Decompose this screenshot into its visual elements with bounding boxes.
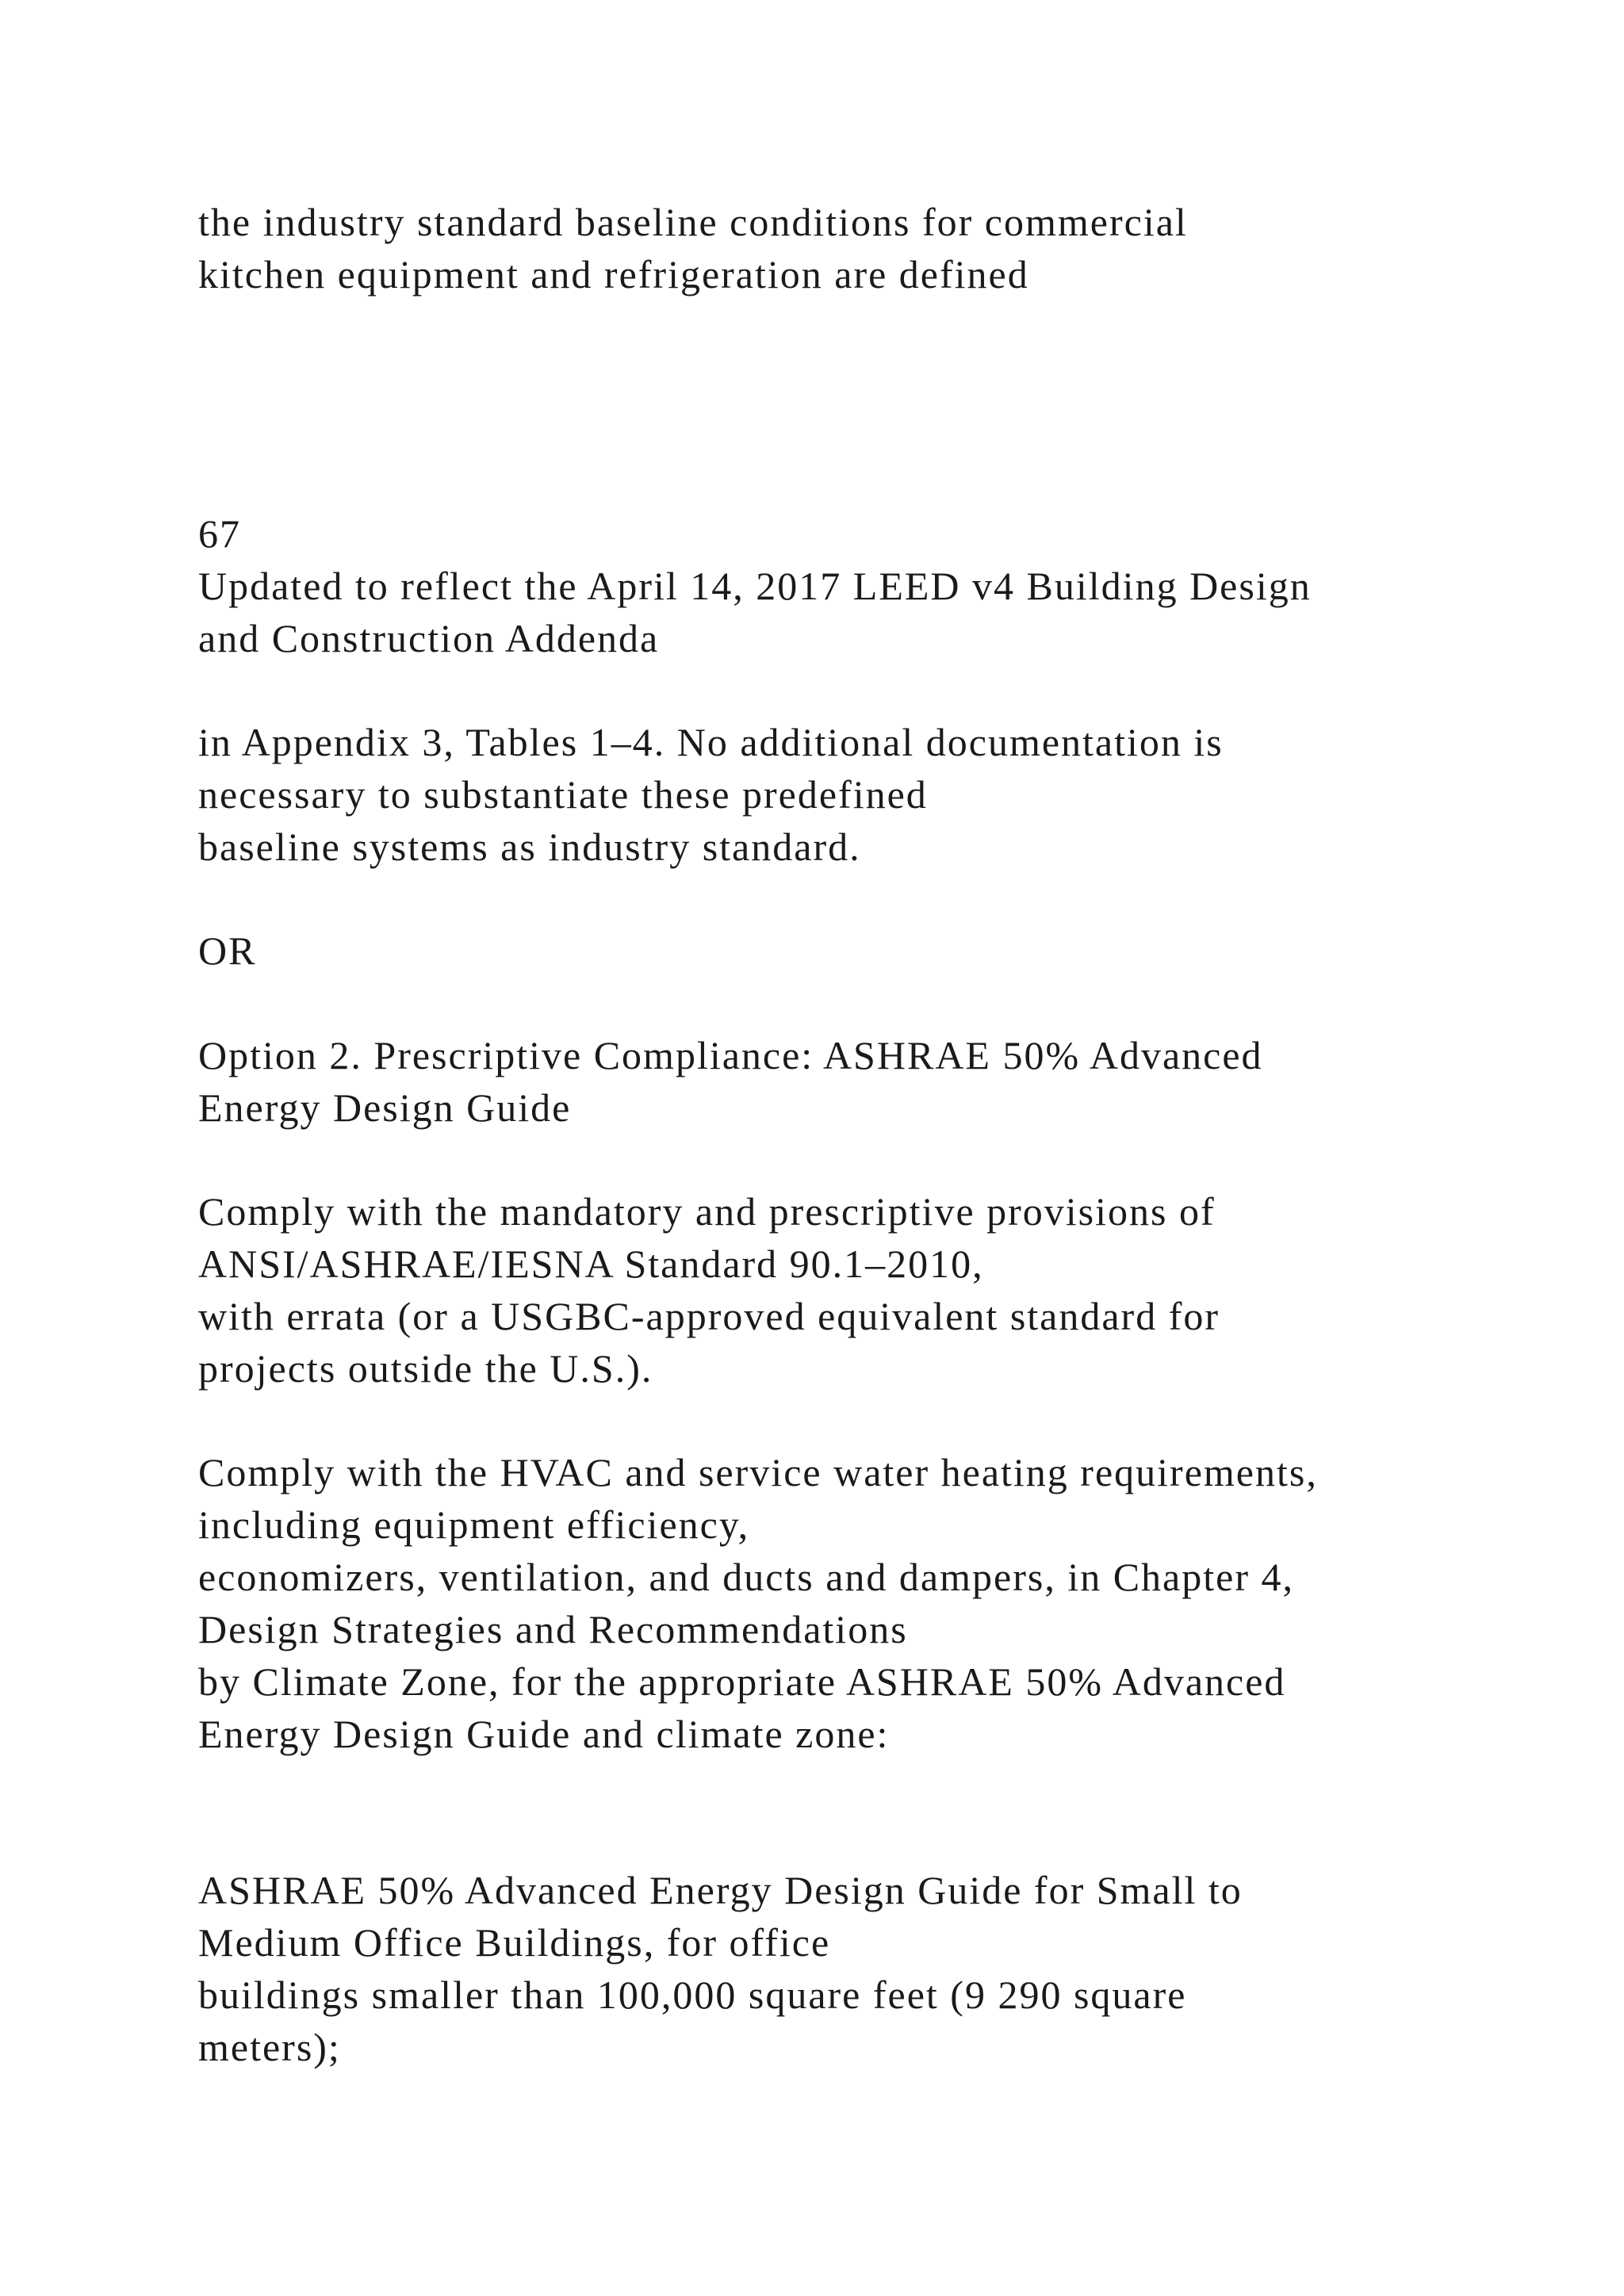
text-line: projects outside the U.S.). xyxy=(198,1346,653,1391)
text-line: Comply with the mandatory and prescriptive provisions of xyxy=(198,1189,1216,1234)
text-line: buildings smaller than 100,000 square feet (9 290 square xyxy=(198,1973,1187,2017)
text-line: Energy Design Guide and climate zone: xyxy=(198,1712,890,1756)
text-line: including equipment efficiency, xyxy=(198,1502,750,1547)
text-line: meters); xyxy=(198,2025,341,2069)
option-separator: OR xyxy=(198,928,257,973)
text-line: and Construction Addenda xyxy=(198,616,660,660)
text-line: baseline systems as industry standard. xyxy=(198,825,861,869)
option-heading: Energy Design Guide xyxy=(198,1085,572,1130)
text-line: Comply with the HVAC and service water heating requirements, xyxy=(198,1450,1318,1494)
text-line: ANSI/ASHRAE/IESNA Standard 90.1–2010, xyxy=(198,1242,984,1286)
text-line: in Appendix 3, Tables 1–4. No additional documentation is xyxy=(198,720,1224,764)
text-line: Medium Office Buildings, for office xyxy=(198,1920,831,1965)
text-line: Updated to reflect the April 14, 2017 LEED v4 Building Design xyxy=(198,564,1312,608)
bullet-item: ASHRAE 50% Advanced Energy Design Guide for Small to xyxy=(198,1868,1243,1912)
text-line: by Climate Zone, for the appropriate ASHRAE 50% Advanced xyxy=(198,1659,1286,1704)
option-heading: Option 2. Prescriptive Compliance: ASHRAE 50% Advanced xyxy=(198,1033,1263,1077)
text-line: necessary to substantiate these predefined xyxy=(198,772,928,817)
text-line: the industry standard baseline conditions for commercial xyxy=(198,200,1188,244)
text-line: with errata (or a USGBC-approved equivalent standard for xyxy=(198,1294,1220,1338)
page-number: 67 xyxy=(198,511,241,556)
text-line: economizers, ventilation, and ducts and dampers, in Chapter 4, xyxy=(198,1555,1294,1599)
text-line: kitchen equipment and refrigeration are defined xyxy=(198,252,1029,297)
text-line: Design Strategies and Recommendations xyxy=(198,1607,908,1651)
